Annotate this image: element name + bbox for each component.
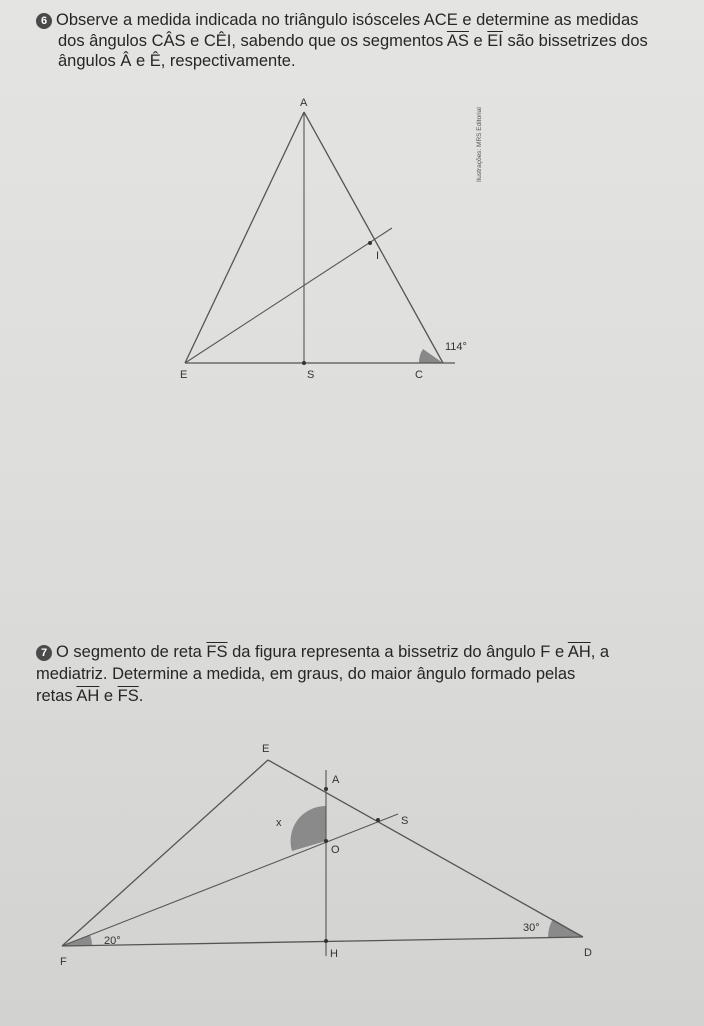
point-o <box>324 839 328 843</box>
label-d: D <box>584 947 592 959</box>
label-s: S <box>307 369 315 381</box>
angle-d-label: 30° <box>523 922 540 934</box>
label-x: x <box>276 817 282 829</box>
point-s <box>302 361 306 365</box>
problem-6-text-3: ângulos Â e Ê, respectivamente. <box>58 52 296 70</box>
problem-7-line-3 <box>36 686 143 706</box>
problem-6-text-2a: dos ângulos CÂS e CÊI, sabendo que os segmentos <box>58 32 447 50</box>
problem-7-text-3c: . <box>138 687 144 705</box>
problem-6-text-2b: e <box>468 32 488 50</box>
label-f: F <box>60 956 67 968</box>
label-e: E <box>180 369 188 381</box>
problem-7-line-1 <box>36 642 609 662</box>
problem-7-text-1b: da figura representa a bissetriz do ângulo F e <box>227 643 568 661</box>
segment-fd <box>62 937 583 946</box>
segment-fs: $\overline{FS}$ <box>206 643 228 661</box>
label-i: I <box>376 250 380 262</box>
problem-7-text-1a: O segmento de reta <box>56 643 207 661</box>
point-i <box>368 241 372 245</box>
problem-7-number-badge: 7 <box>36 645 52 661</box>
problem-7-text-2: mediatriz. Determine a medida, em graus, do maior ângulo formado pelas <box>36 665 576 683</box>
point-s <box>376 818 380 822</box>
segment-ed <box>268 760 583 937</box>
segment-ae <box>185 112 304 363</box>
angle-c-label: 114° <box>445 341 467 353</box>
bisector-fs <box>62 814 398 946</box>
segment-fe <box>62 760 268 946</box>
segment-ei: $\overline{EI}$ <box>487 32 503 50</box>
angle-f-label: 20° <box>104 935 121 947</box>
label-a: A <box>300 97 308 109</box>
illustration-credit: Ilustrações: MRS Editorial <box>476 107 483 182</box>
label-o: O <box>331 844 340 856</box>
triangle-ace-figure <box>0 80 704 480</box>
label-h: H <box>330 948 338 960</box>
problem-6-number-badge: 6 <box>36 13 52 29</box>
problem-6-line-3 <box>58 51 296 71</box>
problem-6-line-1 <box>36 10 638 30</box>
label-a: A <box>332 774 340 786</box>
problem-7-text-1c: , a <box>590 643 610 661</box>
problem-6-text-2c: são bissetrizes dos <box>502 32 648 50</box>
segment-as: $\overline{AS}$ <box>446 32 469 50</box>
segment-ah-2: $\overline{AH}$ <box>76 687 100 705</box>
problem-7-text-3b: e <box>99 687 118 705</box>
problem-7-text-3a: retas <box>36 687 77 705</box>
triangle-efd-figure <box>0 720 704 1020</box>
point-a <box>324 787 328 791</box>
point-h <box>324 939 328 943</box>
bisector-ei <box>185 228 392 363</box>
segment-ah: $\overline{AH}$ <box>567 643 591 661</box>
label-c: C <box>415 369 423 381</box>
problem-7-line-2 <box>36 664 575 684</box>
label-s: S <box>401 815 409 827</box>
segment-fs-2: $\overline{FS}$ <box>117 687 139 705</box>
problem-6-text-1: Observe a medida indicada no triângulo isósceles ACE e determine as medidas <box>56 11 639 29</box>
problem-6-line-2 <box>58 31 648 51</box>
segment-ac <box>304 112 443 363</box>
label-e: E <box>262 743 270 755</box>
